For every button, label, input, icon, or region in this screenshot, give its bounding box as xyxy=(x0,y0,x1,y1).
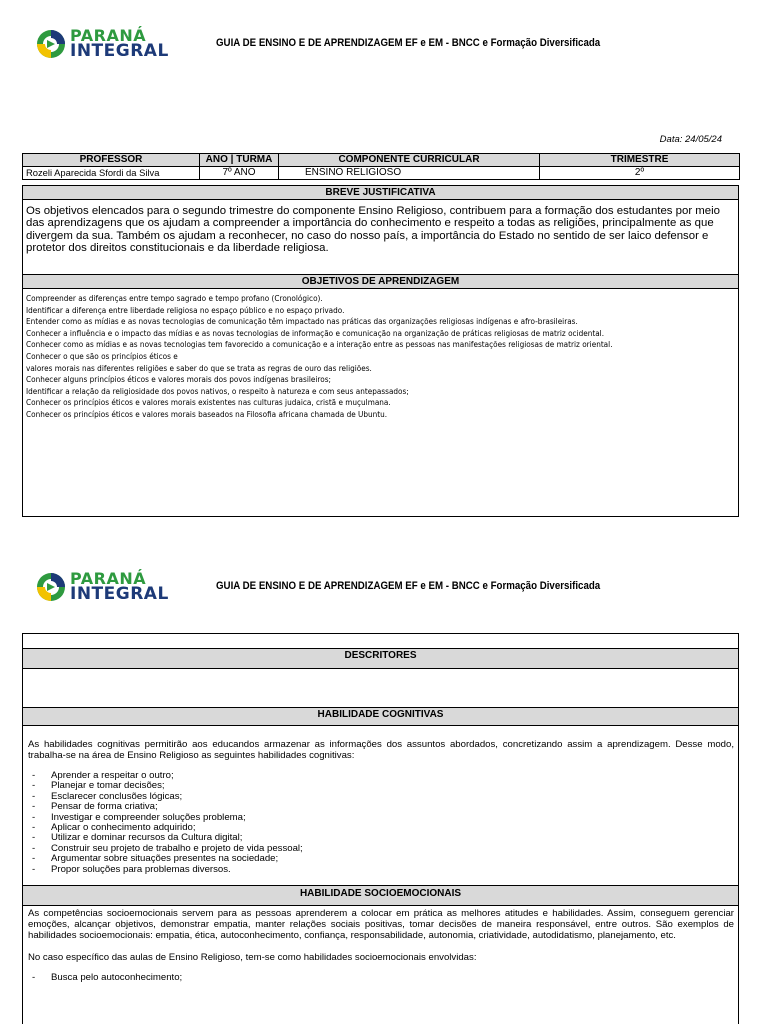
justificativa-text: Os objetivos elencados para o segundo trimestre do componente Ensino Religioso, contribuem para a formação dos estudantes por meio das aprendizagens que os ajudam a compreender a importância do conhecimento e respeito a todas as religiões, principalmente as que divergem da sua. Também os ajudam a reconhecer, no caso do nosso país, a importância do Estado no sentido de ser laico defensor e protetor dos direitos constitucionais e da liberdade religiosa. xyxy=(26,205,720,254)
list-item: - Aplicar o conhecimento adquirido; xyxy=(51,823,738,833)
objetivo-item: Conhecer alguns princípios éticos e valores morais dos povos indígenas brasileiros; xyxy=(26,374,331,385)
justificativa-objetivos-box xyxy=(22,185,739,517)
list-item: - Investigar e compreender soluções problema; xyxy=(51,813,738,823)
objetivo-item: Entender como as mídias e as novas tecnologias de comunicação têm impactado nas práticas das organizações religiosas indígenas e afro-brasileiras. xyxy=(26,316,578,327)
info-table xyxy=(22,153,740,180)
logo-text-integral: INTEGRAL xyxy=(70,41,169,61)
logo-text-parana: PARANÁ xyxy=(70,569,147,588)
value-ano-turma: 7º ANO xyxy=(200,167,279,180)
value-componente-curricular: ENSINO RELIGIOSO xyxy=(279,167,540,180)
habilidade-cognitivas-intro: As habilidades cognitivas permitirão aos educandos armazenar as informações dos assuntos abordados, concretizando assim a aprendizagem. Desse modo, trabalha-se na área de Ensino Religioso as seguintes habilidades cognitivas: xyxy=(28,739,734,761)
list-item: - Planejar e tomar decisões; xyxy=(51,781,738,791)
header-componente-curricular: COMPONENTE CURRICULAR xyxy=(279,154,540,167)
parana-integral-logo-page2 xyxy=(36,571,176,605)
objetivo-item: Conhecer os princípios éticos e valores morais baseados na Filosofia africana chamada de Ubuntu. xyxy=(26,408,388,419)
info-table-header-row xyxy=(23,154,740,167)
empty-row xyxy=(23,634,738,648)
logo-text-integral: INTEGRAL xyxy=(70,584,169,604)
list-item: - Argumentar sobre situações presentes na sociedade; xyxy=(51,854,738,864)
objetivo-item: Conhecer como as mídias e as novas tecnologias tem favorecido a comunicação e a interação entre as pessoas nas manifestações religiosas de matriz oriental. xyxy=(26,339,613,350)
section-header-habilidade-socioemocionais: HABILIDADE SOCIOEMOCIONAIS xyxy=(23,885,738,906)
document-header-title: GUIA DE ENSINO E DE APRENDIZAGEM EF e EM - BNCC e Formação Diversificada xyxy=(216,37,601,49)
value-professor: Rozeli Aparecida Sfordi da Silva xyxy=(23,167,200,180)
objetivo-item: Identificar a relação da religiosidade dos povos nativos, o respeito à natureza e com seus antepassados; xyxy=(26,385,409,396)
info-table-value-row xyxy=(23,167,740,180)
objetivos-list xyxy=(23,289,738,421)
objetivo-item: Identificar a diferença entre liberdade religiosa no espaço público e no espaço privado. xyxy=(26,304,345,315)
list-item: - Pensar de forma criativa; xyxy=(51,802,738,812)
header-ano-turma: ANO | TURMA xyxy=(200,154,279,167)
habilidade-socioemocionais-text: As competências socioemocionais servem para as pessoas aprenderem a colocar em prática as melhores atitudes e habilidades. Assim, conseguem gerenciar emoções, alcançar objetivos, demonstrar empatia, manter relações sociais positivas, tomar decisões de maneira responsável, entre outros. São exemplos de habilidades socioemocionais: empatia, ética, autoconhecimento, confiança, responsabilidade, autonomia, criatividade, autodidatismo, planejamento, etc. xyxy=(28,908,734,942)
page2-table xyxy=(22,633,739,1024)
section-header-objetivos: OBJETIVOS DE APRENDIZAGEM xyxy=(23,274,738,289)
section-header-breve-justificativa: BREVE JUSTIFICATIVA xyxy=(23,185,738,200)
list-item: - Busca pelo autoconhecimento; xyxy=(51,973,738,983)
list-item: - Utilizar e dominar recursos da Cultura digital; xyxy=(51,833,738,843)
header-professor: PROFESSOR xyxy=(23,154,200,167)
document-date: Data: 24/05/24 xyxy=(659,134,722,145)
parana-integral-logo xyxy=(36,28,176,62)
list-item: - Esclarecer conclusões lógicas; xyxy=(51,792,738,802)
objetivo-item: Conhecer os princípios éticos e valores morais existentes nas culturas judaica, cristã e muçulmana. xyxy=(26,397,391,408)
list-item: - Construir seu projeto de trabalho e projeto de vida pessoal; xyxy=(51,844,738,854)
section-header-descritores: DESCRITORES xyxy=(23,648,738,669)
logo-text-parana: PARANÁ xyxy=(70,26,147,45)
descritores-content xyxy=(23,669,738,707)
list-item: - Aprender a respeitar o outro; xyxy=(51,771,738,781)
parana-integral-logo-icon xyxy=(36,29,66,59)
document-header-title-page2: GUIA DE ENSINO E DE APRENDIZAGEM EF e EM - BNCC e Formação Diversificada xyxy=(216,580,601,592)
objetivo-item: valores morais nas diferentes religiões e saber do que se trata as regras de ouro das religiões. xyxy=(26,362,372,373)
habilidade-socioemocionais-list xyxy=(23,973,738,983)
value-trimestre: 2º xyxy=(540,167,740,180)
header-trimestre: TRIMESTRE xyxy=(540,154,740,167)
parana-integral-logo-icon xyxy=(36,572,66,602)
objetivo-item: Conhecer o que são os princípios éticos e xyxy=(26,350,178,361)
habilidade-cognitivas-list xyxy=(23,771,738,875)
section-header-habilidade-cognitivas: HABILIDADE COGNITIVAS xyxy=(23,707,738,726)
list-item: - Propor soluções para problemas diversos. xyxy=(51,865,738,875)
objetivo-item: Conhecer a influência e o impacto das mídias e as novas tecnologias de informação e comunicação na organização de práticas religiosas de matriz ocidental. xyxy=(26,327,605,338)
objetivo-item: Compreender as diferenças entre tempo sagrado e tempo profano (Cronológico). xyxy=(26,293,323,303)
habilidade-socioemocionais-text-2: No caso específico das aulas de Ensino Religioso, tem-se como habilidades socioemocionais envolvidas: xyxy=(28,952,477,964)
